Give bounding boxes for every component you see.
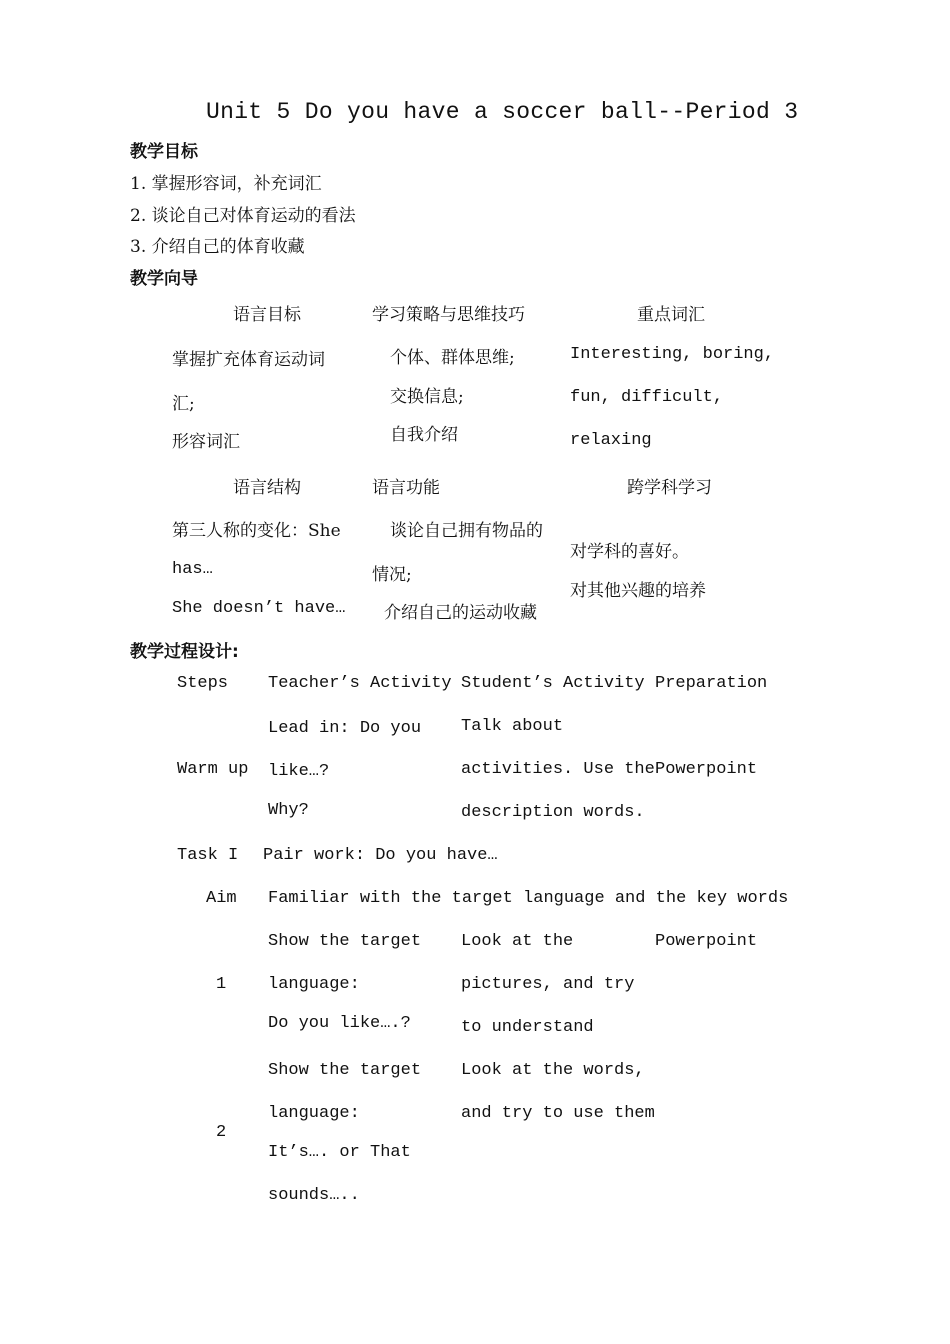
guide-strategy-line-3: 自我介绍 xyxy=(390,425,458,445)
row1-num: 1 xyxy=(216,975,227,994)
warmup-teacher-line-1: Lead in: Do you xyxy=(268,719,422,738)
guide-vocab-line-2: fun, difficult, xyxy=(570,388,724,407)
guide-strategy-line-1: 个体、群体思维; xyxy=(390,348,515,368)
guide-structure-line-1: 第三人称的变化：She xyxy=(172,521,341,541)
row2-student-line-2: and try to use them xyxy=(461,1104,655,1123)
guide-structure-line-3: She doesn’t have… xyxy=(172,599,346,618)
row2-teacher-line-1: Show the target xyxy=(268,1061,422,1080)
row1-student-line-1: Look at the xyxy=(461,932,574,951)
objective-item-2: 2. 谈论自己对体育运动的看法 xyxy=(130,206,356,226)
row1-teacher-line-1: Show the target xyxy=(268,932,422,951)
task1-desc: Pair work: Do you have… xyxy=(263,846,498,865)
process-heading: 教学过程设计: xyxy=(130,642,239,662)
page-title: Unit 5 Do you have a soccer ball--Period 3 xyxy=(206,99,799,125)
warmup-teacher-line-2: like…? xyxy=(268,762,330,781)
row1-student-line-3: to understand xyxy=(461,1018,594,1037)
row2-teacher-line-2: language: xyxy=(268,1104,360,1123)
process-header-student: Student’s Activity xyxy=(461,674,645,693)
objective-item-3: 3. 介绍自己的体育收藏 xyxy=(130,237,305,257)
aim-label: Aim xyxy=(206,889,237,908)
process-header-preparation: Preparation xyxy=(655,674,768,693)
row1-student-line-2: pictures, and try xyxy=(461,975,635,994)
guide-strategy-line-2: 交换信息; xyxy=(390,387,464,407)
guide-header-cross-subject: 跨学科学习 xyxy=(627,478,712,498)
process-header-steps: Steps xyxy=(177,674,229,693)
row2-teacher-line-4: sounds….. xyxy=(268,1186,360,1205)
objective-item-1: 1. 掌握形容词，补充词汇 xyxy=(130,174,322,194)
aim-text: Familiar with the target language and the key words xyxy=(268,889,789,908)
row1-teacher-line-3: Do you like….? xyxy=(268,1014,411,1033)
warmup-step: Warm up xyxy=(177,760,249,779)
guide-header-strategy: 学习策略与思维技巧 xyxy=(372,305,525,325)
row2-student-line-1: Look at the words, xyxy=(461,1061,645,1080)
guide-header-language-goal: 语言目标 xyxy=(233,305,301,325)
guide-function-line-2: 情况; xyxy=(372,565,412,585)
guide-goal-line-1: 掌握扩充体育运动词 xyxy=(172,350,325,370)
guide-structure-line-2: has… xyxy=(172,560,213,579)
row1-teacher-line-2: language: xyxy=(268,975,360,994)
warmup-prep: Powerpoint xyxy=(655,760,758,779)
guide-goal-line-2: 汇; xyxy=(172,394,195,414)
warmup-student-line-3: description words. xyxy=(461,803,645,822)
row1-prep: Powerpoint xyxy=(655,932,758,951)
warmup-student-line-1: Talk about xyxy=(461,717,564,736)
task1-step: Task I xyxy=(177,846,239,865)
guide-cross-line-2: 对其他兴趣的培养 xyxy=(570,581,706,601)
guide-header-structure: 语言结构 xyxy=(233,478,301,498)
guide-goal-line-3: 形容词汇 xyxy=(172,432,240,452)
warmup-teacher-line-3: Why? xyxy=(268,801,309,820)
guide-vocab-line-3: relaxing xyxy=(570,431,652,450)
row2-teacher-line-3: It’s…. or That xyxy=(268,1143,411,1162)
objectives-heading: 教学目标 xyxy=(130,142,198,162)
guide-function-line-1: 谈论自己拥有物品的 xyxy=(390,521,543,541)
row2-num: 2 xyxy=(216,1123,227,1142)
guide-cross-line-1: 对学科的喜好。 xyxy=(570,542,689,562)
guide-header-function: 语言功能 xyxy=(372,478,440,498)
guide-heading: 教学向导 xyxy=(130,269,198,289)
process-header-teacher: Teacher’s Activity xyxy=(268,674,452,693)
warmup-student-line-2: activities. Use the xyxy=(461,760,655,779)
guide-vocab-line-1: Interesting, boring, xyxy=(570,345,775,364)
guide-function-line-3: 介绍自己的运动收藏 xyxy=(384,603,537,623)
guide-header-key-vocab: 重点词汇 xyxy=(637,305,705,325)
